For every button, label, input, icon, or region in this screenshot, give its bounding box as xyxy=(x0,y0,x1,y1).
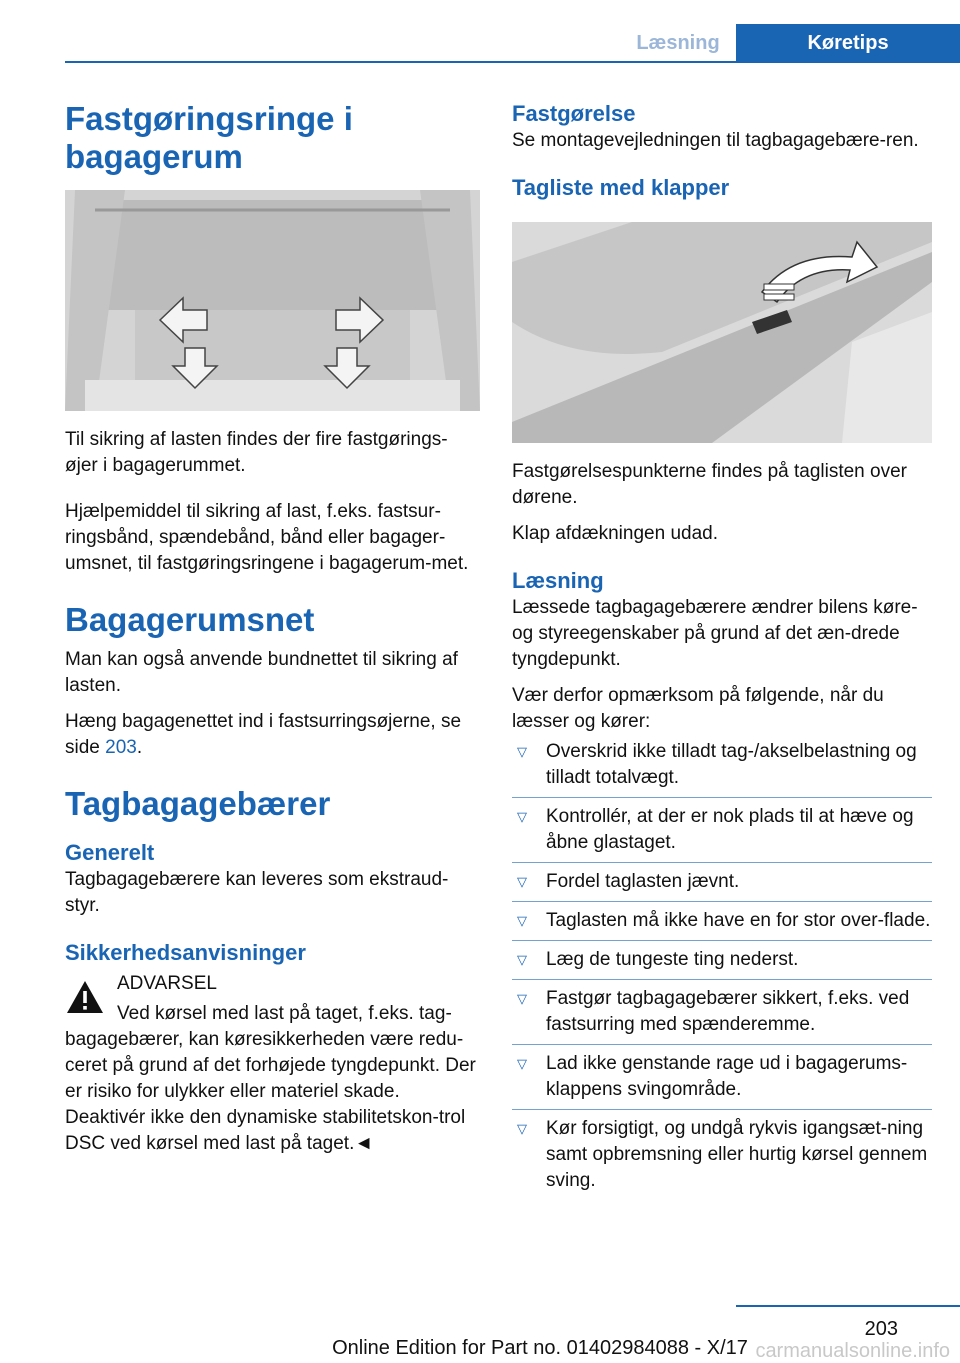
list-item-text: Overskrid ikke tilladt tag-/akselbelastning og tilladt totalvægt. xyxy=(546,741,917,788)
paragraph: Hjælpemiddel til sikring af last, f.eks. fastsur-ringsbånd, spændebånd, bånd eller bagager-umsnet, til fastgøringsringene i bagagerum-met. xyxy=(65,501,469,574)
list-item xyxy=(512,739,932,791)
list-item xyxy=(512,869,932,895)
section-title-bagagerumsnet: Bagagerumsnet xyxy=(65,601,315,638)
page-number: 203 xyxy=(864,1318,898,1340)
triangle-bullet-icon: ▽ xyxy=(517,913,527,928)
watermark: carmanualsonline.info xyxy=(755,1340,950,1362)
paragraph: Man kan også anvende bundnettet til sikring af lasten. xyxy=(65,649,458,696)
right-column xyxy=(512,100,932,1194)
list-item xyxy=(512,986,932,1038)
list-item-text: Fordel taglasten jævnt. xyxy=(546,871,740,892)
left-column xyxy=(65,100,480,1157)
triangle-bullet-icon: ▽ xyxy=(517,991,527,1006)
list-item-text: Lad ikke genstande rage ud i bagagerums-klappens svingområde. xyxy=(546,1053,908,1100)
tab-koeretips[interactable]: Køretips xyxy=(736,24,960,62)
paragraph xyxy=(65,709,480,761)
paragraph: Tagbagagebærere kan leveres som ekstraud-styr. xyxy=(65,869,449,916)
paragraph-text: Hæng bagagenettet ind i fastsurringsøjerne, se side xyxy=(65,711,462,758)
paragraph-text: . xyxy=(136,737,143,758)
paragraph: Vær derfor opmærksom på følgende, når du læsser og kører: xyxy=(512,685,884,732)
subsection-title-laesning: Læsning xyxy=(512,568,604,593)
paragraph: Se montagevejledningen til tagbagagebære-ren. xyxy=(512,130,919,151)
subsection-title-sikkerhedsanvisninger: Sikkerhedsanvisninger xyxy=(65,940,306,965)
loading-checklist xyxy=(512,739,932,1194)
list-item xyxy=(512,947,932,973)
footer-rule xyxy=(736,1305,960,1307)
warning-triangle-icon xyxy=(65,979,105,1015)
triangle-bullet-icon: ▽ xyxy=(517,1121,527,1136)
header-rule xyxy=(65,61,960,63)
title-line-1: Fastgøringsringe i xyxy=(65,100,353,137)
list-item xyxy=(512,804,932,856)
list-item xyxy=(512,908,932,934)
roof-rail-illustration xyxy=(512,222,932,443)
subsection-title-generelt: Generelt xyxy=(65,840,155,865)
subsection-title-fastgoerelse: Fastgørelse xyxy=(512,101,636,126)
list-item-text: Kontrollér, at der er nok plads til at hæve og åbne glastaget. xyxy=(546,806,914,853)
section-title-fastgoeringsringe xyxy=(65,100,480,176)
triangle-bullet-icon: ▽ xyxy=(517,1056,527,1071)
list-item xyxy=(512,1116,932,1194)
paragraph: Til sikring af lasten findes der fire fastgørings-øjer i bagagerummet. xyxy=(65,429,448,476)
list-item-text: Kør forsigtigt, og undgå rykvis igangsæt-ning samt opbremsning eller hurtig kørsel gennem sving. xyxy=(546,1118,928,1191)
tab-laesning[interactable]: Læsning xyxy=(620,24,736,62)
trunk-illustration xyxy=(65,190,480,411)
section-title-tagbagagebaerer: Tagbagagebærer xyxy=(65,785,331,822)
warning-text: Ved kørsel med last på taget, f.eks. tag-bagagebærer, kan køresikkerheden være redu-ceret på grund af det forhøjede tyngdepunkt. Der er risiko for ulykker eller materiel skade. Deaktivér ikke den dynamiske stabilitetskon-trol DSC ved kørsel med last på taget.◄ xyxy=(65,1003,476,1154)
title-line-2: bagagerum xyxy=(65,138,243,175)
triangle-bullet-icon: ▽ xyxy=(517,744,527,759)
warning-block xyxy=(65,971,480,1157)
triangle-bullet-icon: ▽ xyxy=(517,874,527,889)
edition-footer: Online Edition for Part no. 01402984088 - X/17 xyxy=(332,1337,748,1359)
warning-title: ADVARSEL xyxy=(117,973,217,994)
paragraph: Klap afdækningen udad. xyxy=(512,523,718,544)
list-item xyxy=(512,1051,932,1103)
paragraph: Læssede tagbagagebærere ændrer bilens køre- og styreegenskaber på grund af det æn-drede tyngdepunkt. xyxy=(512,597,918,670)
triangle-bullet-icon: ▽ xyxy=(517,809,527,824)
list-item-text: Taglasten må ikke have en for stor over-flade. xyxy=(546,910,931,931)
page-reference-link[interactable]: 203 xyxy=(105,737,137,758)
subsection-title-tagliste: Tagliste med klapper xyxy=(512,175,730,200)
triangle-bullet-icon: ▽ xyxy=(517,952,527,967)
paragraph: Fastgørelsespunkterne findes på taglisten over dørene. xyxy=(512,461,907,508)
list-item-text: Fastgør tagbagagebærer sikkert, f.eks. ved fastsurring med spænderemme. xyxy=(546,988,910,1035)
list-item-text: Læg de tungeste ting nederst. xyxy=(546,949,799,970)
